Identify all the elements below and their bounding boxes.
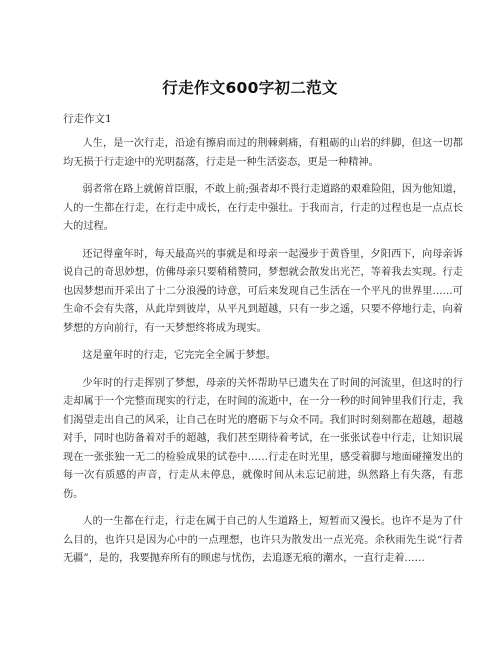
paragraph-3: 还记得童年时，每天最高兴的事就是和母亲一起漫步于黄昏里，夕阳西下，向母亲诉说自己的奇思妙想，仿佛母亲只要稍稍赞同，梦想就会散发出光芒，等着我去实现。行走也因梦想而开采出了十二分浪漫的诗意，可后来发现自己生活在一个平凡的世界里……可生命不会有失落，从此岸到彼岸，从平凡到超越，只有一步之遥，只要不停地行走，向着梦想的方向前行，有一天梦想终将成为现实。 — [63, 248, 463, 334]
paragraph-2: 弱者常在路上就俯首臣服，不敢上前;强者却不畏行走道路的艰难险阻，因为他知道，人的一生都在行走，在行走中成长，在行走中强壮。于我而言，行走的过程也是一点点长大的过程。 — [63, 184, 463, 232]
paragraph-4: 这是童年时的行走，它完完全全属于梦想。 — [82, 350, 276, 361]
section-label: 行走作文1 — [63, 113, 112, 125]
paragraph-5: 少年时的行走挥别了梦想，母亲的关怀帮助早已遗失在了时间的河流里，但这时的行走却属于一个完整而现实的行走，在时间的流逝中，在一分一秒的时间钟里我们行走，我们渴望走出自己的风采，让自己在时光的磨砺下与众不同。我们时时刻刻都在超越，超越对手，同时也防备着对手的超越，我们甚至期待着考试，在一张张试卷中行走，让知识展现在一张张独一无二的检验成果的试卷中……行走在时光里，感受着脚与地面碰撞发出的每一次有质感的声音，行走从未停息，就像时间从未忘记前进，纵然路上有失落，有悲伤。 — [63, 377, 463, 500]
document-title: 行走作文600字初二范文 — [162, 79, 338, 97]
paragraph-6: 人的一生都在行走，行走在属于自己的人生道路上，短暂而又漫长。也许不是为了什么目的，也许只是因为心中的一点理想，也许只为散发出一点光亮。余秋雨先生说“行者无疆”，是的，我要抛弃所有的顾虑与忧伤，去追逐无痕的潮水，一直行走着…… — [63, 516, 463, 564]
document-body — [63, 135, 463, 578]
paragraph-1: 人生，是一次行走，沿途有擦肩而过的荆棘刺痛，有粗砺的山岩的绊脚，但这一切都均无损于行走途中的光明磊落，行走是一种生活姿态，更是一种精神。 — [63, 138, 463, 168]
